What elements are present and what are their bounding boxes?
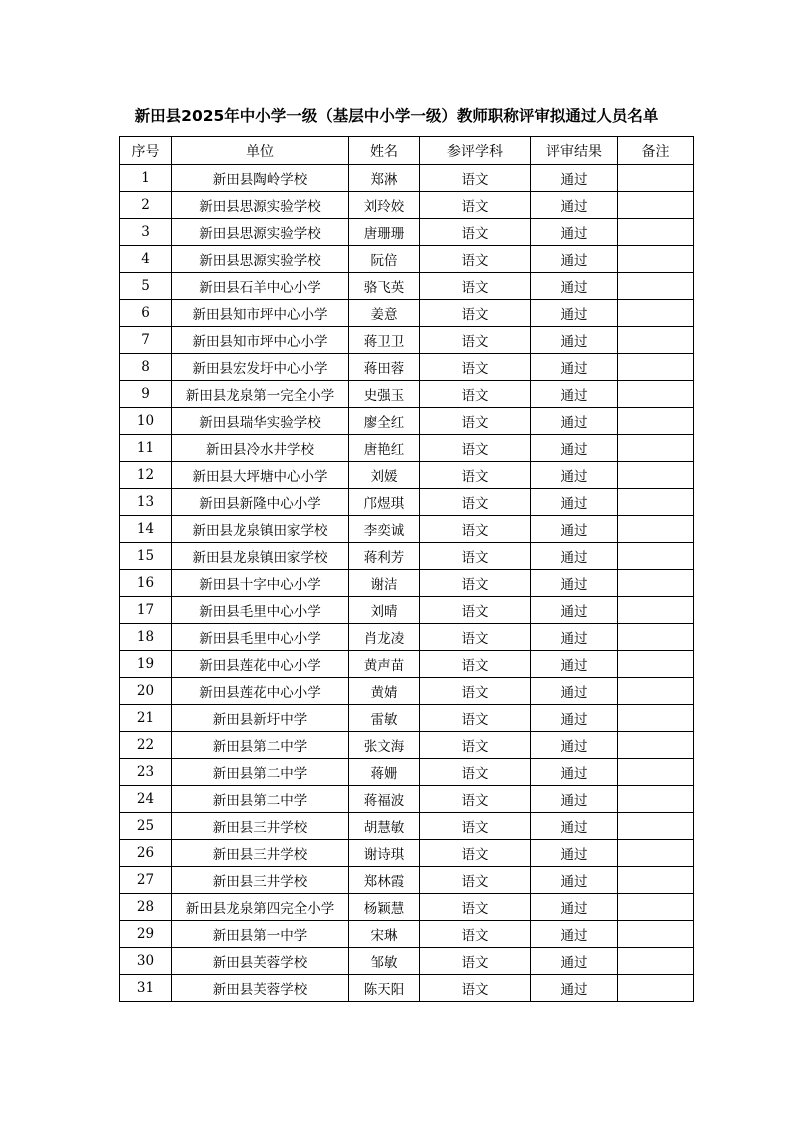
- table-row: [120, 759, 694, 786]
- cell-subject: 语文: [420, 273, 531, 300]
- table-row: [120, 975, 694, 1002]
- cell-name: 宋琳: [349, 921, 420, 948]
- cell-index: 30: [120, 948, 172, 975]
- cell-remark: [618, 543, 694, 570]
- cell-remark: [618, 273, 694, 300]
- cell-result: 通过: [531, 786, 618, 813]
- header-result: 评审结果: [531, 137, 618, 165]
- cell-unit: 新田县思源实验学校: [172, 219, 349, 246]
- cell-remark: [618, 408, 694, 435]
- cell-name: 谢洁: [349, 570, 420, 597]
- cell-subject: 语文: [420, 732, 531, 759]
- cell-result: 通过: [531, 813, 618, 840]
- cell-remark: [618, 705, 694, 732]
- cell-remark: [618, 462, 694, 489]
- cell-result: 通过: [531, 489, 618, 516]
- cell-subject: 语文: [420, 570, 531, 597]
- cell-remark: [618, 975, 694, 1002]
- cell-name: 蒋田蓉: [349, 354, 420, 381]
- cell-result: 通过: [531, 246, 618, 273]
- cell-remark: [618, 516, 694, 543]
- cell-subject: 语文: [420, 705, 531, 732]
- cell-unit: 新田县三井学校: [172, 840, 349, 867]
- cell-remark: [618, 624, 694, 651]
- cell-subject: 语文: [420, 354, 531, 381]
- results-table: [119, 136, 694, 1002]
- cell-name: 阮倍: [349, 246, 420, 273]
- cell-index: 7: [120, 327, 172, 354]
- cell-unit: 新田县十字中心小学: [172, 570, 349, 597]
- cell-result: 通过: [531, 408, 618, 435]
- cell-remark: [618, 948, 694, 975]
- cell-remark: [618, 597, 694, 624]
- table-row: [120, 462, 694, 489]
- cell-unit: 新田县第一中学: [172, 921, 349, 948]
- header-index: 序号: [120, 137, 172, 165]
- cell-result: 通过: [531, 381, 618, 408]
- table-row: [120, 300, 694, 327]
- table-row: [120, 732, 694, 759]
- cell-name: 蒋姗: [349, 759, 420, 786]
- cell-index: 2: [120, 192, 172, 219]
- cell-index: 15: [120, 543, 172, 570]
- cell-subject: 语文: [420, 597, 531, 624]
- cell-remark: [618, 381, 694, 408]
- table-row: [120, 921, 694, 948]
- cell-index: 26: [120, 840, 172, 867]
- cell-name: 陈天阳: [349, 975, 420, 1002]
- cell-index: 12: [120, 462, 172, 489]
- cell-unit: 新田县知市坪中心小学: [172, 300, 349, 327]
- cell-index: 13: [120, 489, 172, 516]
- cell-unit: 新田县莲花中心小学: [172, 678, 349, 705]
- cell-result: 通过: [531, 678, 618, 705]
- cell-index: 11: [120, 435, 172, 462]
- cell-result: 通过: [531, 516, 618, 543]
- cell-unit: 新田县新隆中心小学: [172, 489, 349, 516]
- cell-result: 通过: [531, 948, 618, 975]
- table-row: [120, 597, 694, 624]
- cell-unit: 新田县第二中学: [172, 732, 349, 759]
- cell-subject: 语文: [420, 408, 531, 435]
- cell-result: 通过: [531, 624, 618, 651]
- cell-remark: [618, 732, 694, 759]
- header-name: 姓名: [349, 137, 420, 165]
- cell-subject: 语文: [420, 975, 531, 1002]
- cell-index: 5: [120, 273, 172, 300]
- cell-result: 通过: [531, 975, 618, 1002]
- cell-remark: [618, 435, 694, 462]
- page-title: 新田县2025年中小学一级（基层中小学一级）教师职称评审拟通过人员名单: [134, 107, 659, 125]
- table-row: [120, 246, 694, 273]
- cell-unit: 新田县龙泉镇田家学校: [172, 543, 349, 570]
- cell-index: 8: [120, 354, 172, 381]
- cell-unit: 新田县第二中学: [172, 759, 349, 786]
- cell-subject: 语文: [420, 543, 531, 570]
- cell-unit: 新田县陶岭学校: [172, 165, 349, 192]
- cell-name: 蒋利芳: [349, 543, 420, 570]
- cell-remark: [618, 867, 694, 894]
- cell-result: 通过: [531, 732, 618, 759]
- cell-unit: 新田县三井学校: [172, 813, 349, 840]
- cell-index: 23: [120, 759, 172, 786]
- cell-index: 10: [120, 408, 172, 435]
- cell-unit: 新田县龙泉第四完全小学: [172, 894, 349, 921]
- cell-subject: 语文: [420, 867, 531, 894]
- cell-index: 28: [120, 894, 172, 921]
- cell-result: 通过: [531, 570, 618, 597]
- table-row: [120, 678, 694, 705]
- cell-subject: 语文: [420, 813, 531, 840]
- cell-index: 22: [120, 732, 172, 759]
- cell-unit: 新田县第二中学: [172, 786, 349, 813]
- cell-remark: [618, 840, 694, 867]
- table-row: [120, 165, 694, 192]
- cell-index: 3: [120, 219, 172, 246]
- cell-remark: [618, 651, 694, 678]
- table-row: [120, 354, 694, 381]
- cell-result: 通过: [531, 543, 618, 570]
- cell-index: 16: [120, 570, 172, 597]
- cell-unit: 新田县知市坪中心小学: [172, 327, 349, 354]
- cell-remark: [618, 921, 694, 948]
- cell-index: 9: [120, 381, 172, 408]
- cell-index: 19: [120, 651, 172, 678]
- cell-subject: 语文: [420, 462, 531, 489]
- cell-remark: [618, 894, 694, 921]
- cell-result: 通过: [531, 651, 618, 678]
- cell-index: 21: [120, 705, 172, 732]
- cell-index: 24: [120, 786, 172, 813]
- cell-subject: 语文: [420, 840, 531, 867]
- cell-subject: 语文: [420, 246, 531, 273]
- header-row: [120, 137, 694, 165]
- table-row: [120, 435, 694, 462]
- cell-remark: [618, 327, 694, 354]
- cell-subject: 语文: [420, 327, 531, 354]
- cell-unit: 新田县石羊中心小学: [172, 273, 349, 300]
- cell-name: 郑淋: [349, 165, 420, 192]
- cell-result: 通过: [531, 597, 618, 624]
- cell-name: 廖全红: [349, 408, 420, 435]
- header-remark: 备注: [618, 137, 694, 165]
- cell-index: 31: [120, 975, 172, 1002]
- cell-unit: 新田县思源实验学校: [172, 246, 349, 273]
- cell-index: 4: [120, 246, 172, 273]
- cell-name: 骆飞英: [349, 273, 420, 300]
- cell-subject: 语文: [420, 300, 531, 327]
- cell-name: 邹敏: [349, 948, 420, 975]
- cell-name: 郑林霞: [349, 867, 420, 894]
- cell-remark: [618, 678, 694, 705]
- cell-unit: 新田县冷水井学校: [172, 435, 349, 462]
- table-row: [120, 786, 694, 813]
- cell-subject: 语文: [420, 921, 531, 948]
- cell-remark: [618, 246, 694, 273]
- cell-unit: 新田县莲花中心小学: [172, 651, 349, 678]
- cell-subject: 语文: [420, 786, 531, 813]
- table-row: [120, 543, 694, 570]
- cell-subject: 语文: [420, 894, 531, 921]
- table-row: [120, 651, 694, 678]
- cell-subject: 语文: [420, 678, 531, 705]
- cell-unit: 新田县芙蓉学校: [172, 948, 349, 975]
- cell-remark: [618, 300, 694, 327]
- cell-subject: 语文: [420, 516, 531, 543]
- cell-name: 张文海: [349, 732, 420, 759]
- cell-name: 胡慧敏: [349, 813, 420, 840]
- cell-index: 14: [120, 516, 172, 543]
- table-row: [120, 408, 694, 435]
- cell-name: 邝煜琪: [349, 489, 420, 516]
- table-row: [120, 867, 694, 894]
- cell-unit: 新田县大坪塘中心小学: [172, 462, 349, 489]
- cell-result: 通过: [531, 435, 618, 462]
- cell-remark: [618, 489, 694, 516]
- header-subject: 参评学科: [420, 137, 531, 165]
- cell-unit: 新田县三井学校: [172, 867, 349, 894]
- header-unit: 单位: [172, 137, 349, 165]
- cell-index: 20: [120, 678, 172, 705]
- cell-name: 杨颖慧: [349, 894, 420, 921]
- cell-name: 李奕诚: [349, 516, 420, 543]
- table-row: [120, 219, 694, 246]
- cell-subject: 语文: [420, 489, 531, 516]
- cell-unit: 新田县龙泉镇田家学校: [172, 516, 349, 543]
- cell-subject: 语文: [420, 381, 531, 408]
- table-row: [120, 381, 694, 408]
- cell-name: 蒋福波: [349, 786, 420, 813]
- table-row: [120, 840, 694, 867]
- table-row: [120, 192, 694, 219]
- cell-name: 肖龙凌: [349, 624, 420, 651]
- cell-result: 通过: [531, 759, 618, 786]
- cell-subject: 语文: [420, 759, 531, 786]
- cell-result: 通过: [531, 300, 618, 327]
- cell-index: 29: [120, 921, 172, 948]
- cell-name: 史强玉: [349, 381, 420, 408]
- cell-index: 27: [120, 867, 172, 894]
- cell-name: 雷敏: [349, 705, 420, 732]
- cell-unit: 新田县龙泉第一完全小学: [172, 381, 349, 408]
- table-row: [120, 327, 694, 354]
- cell-name: 姜意: [349, 300, 420, 327]
- cell-subject: 语文: [420, 651, 531, 678]
- cell-remark: [618, 570, 694, 597]
- cell-name: 唐艳红: [349, 435, 420, 462]
- cell-result: 通过: [531, 462, 618, 489]
- cell-subject: 语文: [420, 219, 531, 246]
- cell-remark: [618, 192, 694, 219]
- cell-index: 17: [120, 597, 172, 624]
- cell-name: 刘媛: [349, 462, 420, 489]
- cell-result: 通过: [531, 273, 618, 300]
- cell-subject: 语文: [420, 624, 531, 651]
- cell-subject: 语文: [420, 165, 531, 192]
- cell-unit: 新田县宏发圩中心小学: [172, 354, 349, 381]
- table-row: [120, 813, 694, 840]
- cell-result: 通过: [531, 165, 618, 192]
- table-row: [120, 624, 694, 651]
- cell-unit: 新田县新圩中学: [172, 705, 349, 732]
- table-row: [120, 948, 694, 975]
- cell-result: 通过: [531, 840, 618, 867]
- cell-remark: [618, 354, 694, 381]
- cell-result: 通过: [531, 327, 618, 354]
- table-row: [120, 516, 694, 543]
- cell-name: 蒋卫卫: [349, 327, 420, 354]
- cell-remark: [618, 813, 694, 840]
- cell-name: 黄婧: [349, 678, 420, 705]
- cell-remark: [618, 219, 694, 246]
- table-row: [120, 570, 694, 597]
- cell-index: 6: [120, 300, 172, 327]
- cell-index: 18: [120, 624, 172, 651]
- cell-result: 通过: [531, 705, 618, 732]
- cell-name: 刘晴: [349, 597, 420, 624]
- cell-unit: 新田县思源实验学校: [172, 192, 349, 219]
- cell-result: 通过: [531, 354, 618, 381]
- cell-name: 谢诗琪: [349, 840, 420, 867]
- cell-subject: 语文: [420, 948, 531, 975]
- cell-result: 通过: [531, 894, 618, 921]
- cell-index: 1: [120, 165, 172, 192]
- cell-result: 通过: [531, 219, 618, 246]
- cell-name: 刘玲姣: [349, 192, 420, 219]
- table-row: [120, 273, 694, 300]
- table-row: [120, 705, 694, 732]
- cell-unit: 新田县芙蓉学校: [172, 975, 349, 1002]
- cell-unit: 新田县毛里中心小学: [172, 597, 349, 624]
- cell-index: 25: [120, 813, 172, 840]
- table-row: [120, 894, 694, 921]
- table-body: [120, 165, 694, 1002]
- cell-name: 唐珊珊: [349, 219, 420, 246]
- cell-remark: [618, 786, 694, 813]
- cell-result: 通过: [531, 921, 618, 948]
- cell-unit: 新田县瑞华实验学校: [172, 408, 349, 435]
- cell-result: 通过: [531, 867, 618, 894]
- cell-unit: 新田县毛里中心小学: [172, 624, 349, 651]
- table-row: [120, 489, 694, 516]
- cell-subject: 语文: [420, 192, 531, 219]
- cell-result: 通过: [531, 192, 618, 219]
- cell-name: 黄声苗: [349, 651, 420, 678]
- cell-remark: [618, 165, 694, 192]
- cell-subject: 语文: [420, 435, 531, 462]
- cell-remark: [618, 759, 694, 786]
